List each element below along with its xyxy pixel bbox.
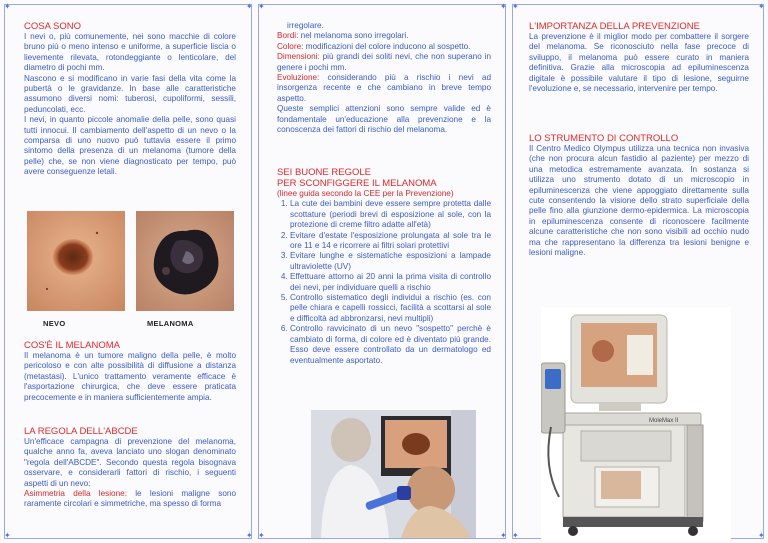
abcde-c-text: modificazioni del colore inducono al sospetto. (303, 41, 471, 51)
melanoma-caption: MELANOMA (147, 319, 194, 328)
abcde-a-text: le lesioni maligne sono raramente circolari e simmetriche, ma spesso di forma (24, 489, 236, 509)
panel-right: ✦ ✦ ✦ ✦ L'IMPORTANZA DELLA PREVENZIONE La prevenzione è il miglior modo per combattere il sorgere del melanoma. Se riconosciuto nella fase precoce di sviluppo, il melanoma può essere curato in maniera definitiva. Grazie alla microscopia ad epiluminescenza digitale è possibile valutare il tipo di lesione, seguirne l'evoluzione e, se necessario, intervenire per tempo. LO STRUMENTO DI CONTROLLO Il Centro Medico Olympus utilizza una tecnica non invasiva (che non procura alcun fastidio al paziente) per mezzo di una metodica estremamente avanzata. In sostanza si utilizza uno strumento dotato di un microscopio in epiluminescenza che viene appoggiato direttamente sulla cute consentendo la visione dello strato superficiale della pelle fino alla giunzione dermo-epidermica. La microscopia in epiluminescenza consente di riconoscere facilmente alcune caratteristiche che non sono visibili ad occhio nudo ma che rappresentano la differenza tra lesioni benigne e lesioni maligne. MoleMax II (512, 2, 765, 540)
abcde-c-term: Colore: (277, 41, 304, 51)
abcde-b-item (277, 31, 491, 41)
paragraph: Queste semplici attenzioni sono sempre valide ed è fondamentale un'educazione alla prevenzione e la conoscenza dei fattori di rischio del melanoma. (277, 104, 491, 135)
paragraph: La prevenzione è il miglior modo per combattere il sorgere del melanoma. Se riconosciuto nella fase precoce di sviluppo, il melanoma può essere curato in maniera definitiva. Grazie alla microscopia ad epiluminescenza digitale è possibile valutare il tipo di lesione, seguirne l'evoluzione e, se necessario, intervenire per tempo. (529, 32, 749, 94)
list-item: 3. Evitare lunghe e sistematiche esposizioni a lampade ultraviolette (UV) (290, 251, 491, 272)
heading-rules-line2: PER SCONFIGGERE IL MELANOMA (277, 178, 437, 189)
abcde-b-text: nel melanoma sono irregolari. (298, 31, 409, 41)
section-cosa-sono (24, 21, 236, 178)
abcde-e-item (277, 73, 491, 104)
nevo-caption: NEVO (43, 319, 66, 328)
rules-list (277, 199, 491, 366)
paragraph: I nevi o, più comunemente, nei sono macchie di colore bruno più o meno intenso e uniforme, a superficie liscia o lievemente rilevata, rotondeggiante o lenticolare, del diametro di pochi mm. (24, 32, 236, 73)
list-item: 5. Controllo sistematico degli individui a rischio (es. con pelle chiara e capelli rossicci, facilità a scottarsi al sole e difficoltà ad abbronzarsi, nevi multipli) (290, 293, 491, 324)
abcde-c-item (277, 42, 491, 52)
paragraph: Nascono e si modificano in varie fasi della vita come la pubertà o le gravidanze. In base alle caratteristiche assumono diversi nomi: tuberosi, cupoliformi, sessili, peduncolati, ecc. (24, 73, 236, 114)
examination-photo (311, 410, 476, 538)
paragraph: Il Centro Medico Olympus utilizza una tecnica non invasiva (che non procura alcun fastidio al paziente) per mezzo di una metodica estremamente avanzata. In sostanza si utilizza uno strumento dotato di un microscopio in epiluminescenza che viene appoggiato direttamente sulla cute consentendo la visione dello strato superficiale della pelle fino alla giunzione dermo-epidermica. La microscopia in epiluminescenza consente di riconoscere facilmente alcune caratteristiche che non sono visibili ad occhio nudo ma che rappresentano la differenza tra lesioni benigne e lesioni maligne. (529, 144, 749, 258)
section-abcde (24, 426, 236, 510)
heading-cosa-sono: COSA SONO (24, 21, 82, 32)
section-prevenzione (529, 21, 749, 94)
heading-abcde: LA REGOLA DELL'ABCDE (24, 426, 138, 437)
paragraph: Il melanoma è un tumore maligno della pelle, è molto pericoloso e con alte possibilità di diffusione a distanza (metastasi). L'unico trattamento veramente efficace è l'asportazione chirurgica, che deve essere praticata precocemente e in maniera sufficientemente ampia. (24, 351, 236, 402)
section-melanoma (24, 340, 236, 403)
heading-melanoma: COS'È IL MELANOMA (24, 340, 120, 351)
abcde-a-term: Asimmetria della lesione: (24, 489, 127, 499)
list-item: 2. Evitare d'estate l'esposizione prolungata al sole tra le ore 11 e 14 e ricorrere ai filtri solari protettivi (290, 231, 491, 252)
paragraph: Un'efficace campagna di prevenzione del melanoma, qualche anno fa, aveva lanciato uno slogan denominato "regola dell'ABCDE". Secondo questa regola bisognava osservare, e considerarli fattori di rischio, i seguenti aspetti di un nevo: (24, 437, 236, 488)
panel-middle: ✦ ✦ ✦ ✦ irregolare. Bordi: nel melanoma sono irregolari. Colore: modificazioni del colore inducono al sospetto. Dimensioni: più grandi dei soliti nevi, che non superano in genere i pochi mm. Evoluzione: considerando più a rischio i nevi ad insorgenza recente e che cambiano in breve tempo aspetto. Queste semplici attenzioni sono sempre valide ed è fondamentale un'educazione alla prevenzione e la conoscenza dei fattori di rischio del melanoma. SEI BUONE REGOLE PER SCONFIGGERE IL MELANOMA (linee guida secondo la CEE per la Prevenzione) 1. La cute dei bambini deve essere sempre protetta dalle scottature (periodi brevi di esposizione al sole, con la protezione di creme filtro adatte all'età) 2. Evitare d'estate l'esposizione prolungata al sole tra le ore 11 e 14 e ricorrere ai filtri solari protettivi 3. Evitare lunghe e sistematiche esposizioni a lampade ultraviolette (UV) 4. Effettuare attorno ai 20 anni la prima visita di controllo dei nevi, per individuare quelli a rischio 5. Controllo sistematico degli individui a rischio (es. con pelle chiara e capelli rossicci, facilità a scottarsi al sole e difficoltà ad abbronzarsi, nevi multipli) 6. Controllo ravvicinato di un nevo "sospetto" perchè è cambiato di forma, di colore ed è diventato più grande. Esso deve essere controllato da un dermatologo ed eventualmente asportato. (258, 4, 506, 539)
section-strumento (529, 133, 749, 258)
abcde-e-text: considerando più a rischio i nevi ad insorgenza recente e che cambiano in breve tempo aspetto. (277, 73, 491, 103)
device-label: MoleMax II (649, 418, 679, 424)
section-abcde-continued (277, 21, 491, 135)
abcde-d-item (277, 52, 491, 73)
paragraph: I nevi, in quanto piccole anomalie della pelle, sono quasi tutti innocui. Il cambiamento dell'aspetto di un nevo o la comparsa di uno nuovo può tuttavia essere il primo sintomo della presenza di un melanoma (tumore della pelle) che, se non viene diagnosticato per tempo, può avere conseguenze letali. (24, 115, 236, 177)
heading-rules-line1: SEI BUONE REGOLE (277, 167, 371, 178)
heading-strumento: LO STRUMENTO DI CONTROLLO (529, 133, 679, 144)
rules-subtitle: (linee guida secondo la CEE per la Prevenzione) (277, 189, 454, 198)
melanoma-photo (136, 211, 234, 311)
nevo-photo (27, 211, 125, 311)
abcde-e-term: Evoluzione: (277, 73, 320, 83)
list-item: 1. La cute dei bambini deve essere sempre protetta dalle scottature (periodi brevi di esposizione al sole, con la protezione di creme filtro adatte all'età) (290, 199, 491, 230)
abcde-a-item (24, 489, 236, 510)
abcde-a-continued: irregolare. (287, 21, 324, 30)
abcde-d-term: Dimensioni: (277, 52, 320, 62)
molemax-device-photo (541, 307, 731, 541)
section-six-rules (277, 167, 491, 366)
list-item: 6. Controllo ravvicinato di un nevo "sospetto" perchè è cambiato di forma, di colore ed è diventato più grande. Esso deve essere controllato da un dermatologo ed eventualmente asportato. (290, 324, 491, 366)
heading-prevenzione: L'IMPORTANZA DELLA PREVENZIONE (529, 21, 700, 32)
list-item: 4. Effettuare attorno ai 20 anni la prima visita di controllo dei nevi, per individuare quelli a rischio (290, 272, 491, 293)
abcde-d-text: più grandi dei soliti nevi, che non superano in genere i pochi mm. (277, 52, 491, 72)
panel-left: ✦ ✦ ✦ ✦ COSA SONO I nevi o, più comunemente, nei sono macchie di colore bruno più o meno intenso e uniforme, a superficie liscia o lievemente rilevata, rotondeggiante o lenticolare, del diametro di pochi mm. Nascono e si modificano in varie fasi della vita come la pubertà o le gravidanze. In base alle caratteristiche assumono diversi nomi: tuberosi, cupoliformi, sessili, peduncolati, ecc. I nevi, in quanto piccole anomalie della pelle, sono quasi tutti innocui. Il cambiamento dell'aspetto di un nevo o la comparsa di uno nuovo può tuttavia essere il primo sintomo della presenza di un melanoma (tumore della pelle) che, se non viene diagnosticato per tempo, può avere conseguenze letali. NEVO MELANOMA COS'È IL MELANOMA Il melanoma è un tumore maligno della pelle, è molto pericoloso e con alte possibilità di diffusione a distanza (metastasi). L'unico trattamento veramente efficace è l'asportazione chirurgica, che deve essere praticata precocemente e in maniera sufficientemente ampia. LA REGOLA DELL'ABCDE Un'efficace campagna di prevenzione del melanoma, qualche anno fa, aveva lanciato uno slogan denominato "regola dell'ABCDE". Secondo questa regola bisognava osservare, e considerarli fattori di rischio, i seguenti aspetti di un nevo: Asimmetria della lesione: le lesioni maligne sono raramente circolari e simmetriche, ma spesso di forma (4, 2, 253, 540)
abcde-b-term: Bordi: (277, 31, 299, 41)
